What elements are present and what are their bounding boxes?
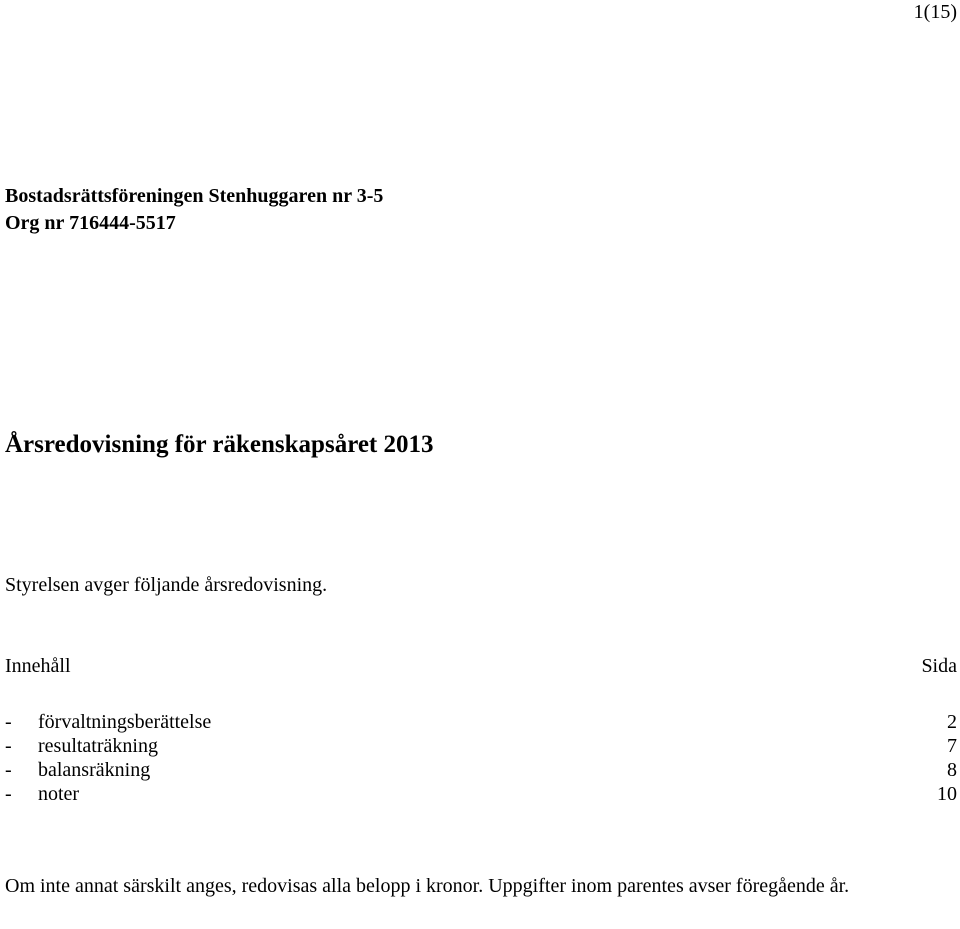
toc-item-resultatrakning	[5, 734, 957, 758]
toc-item-label: resultaträkning	[38, 735, 158, 757]
toc-header	[5, 654, 957, 678]
toc-item-label: noter	[38, 783, 80, 805]
page-number: 1(15)	[913, 1, 957, 23]
toc-item-balansrakning	[5, 758, 957, 782]
table-of-contents	[5, 710, 957, 806]
intro-text: Styrelsen avger följande årsredovisning.	[5, 574, 328, 596]
toc-item-forvaltningsberattelse	[5, 710, 957, 734]
toc-item-page: 7	[947, 735, 957, 757]
toc-item-label: förvaltningsberättelse	[38, 711, 212, 733]
toc-header-page: Sida	[921, 655, 957, 677]
footnote: Om inte annat särskilt anges, redovisas alla belopp i kronor. Uppgifter inom parentes avser föregående år.	[5, 875, 850, 897]
toc-bullet: -	[5, 711, 12, 733]
toc-bullet: -	[5, 759, 12, 781]
toc-bullet: -	[5, 783, 12, 805]
toc-header-contents: Innehåll	[5, 655, 71, 677]
toc-item-label: balansräkning	[38, 759, 151, 781]
toc-item-page: 2	[947, 711, 957, 733]
toc-item-noter	[5, 782, 957, 806]
toc-bullet: -	[5, 735, 12, 757]
toc-item-page: 10	[937, 783, 957, 805]
document-title: Årsredovisning för räkenskapsåret 2013	[5, 431, 434, 458]
toc-item-page: 8	[947, 759, 957, 781]
organization-number: Org nr 716444-5517	[5, 212, 176, 234]
organization-name: Bostadsrättsföreningen Stenhuggaren nr 3-5	[5, 185, 384, 207]
